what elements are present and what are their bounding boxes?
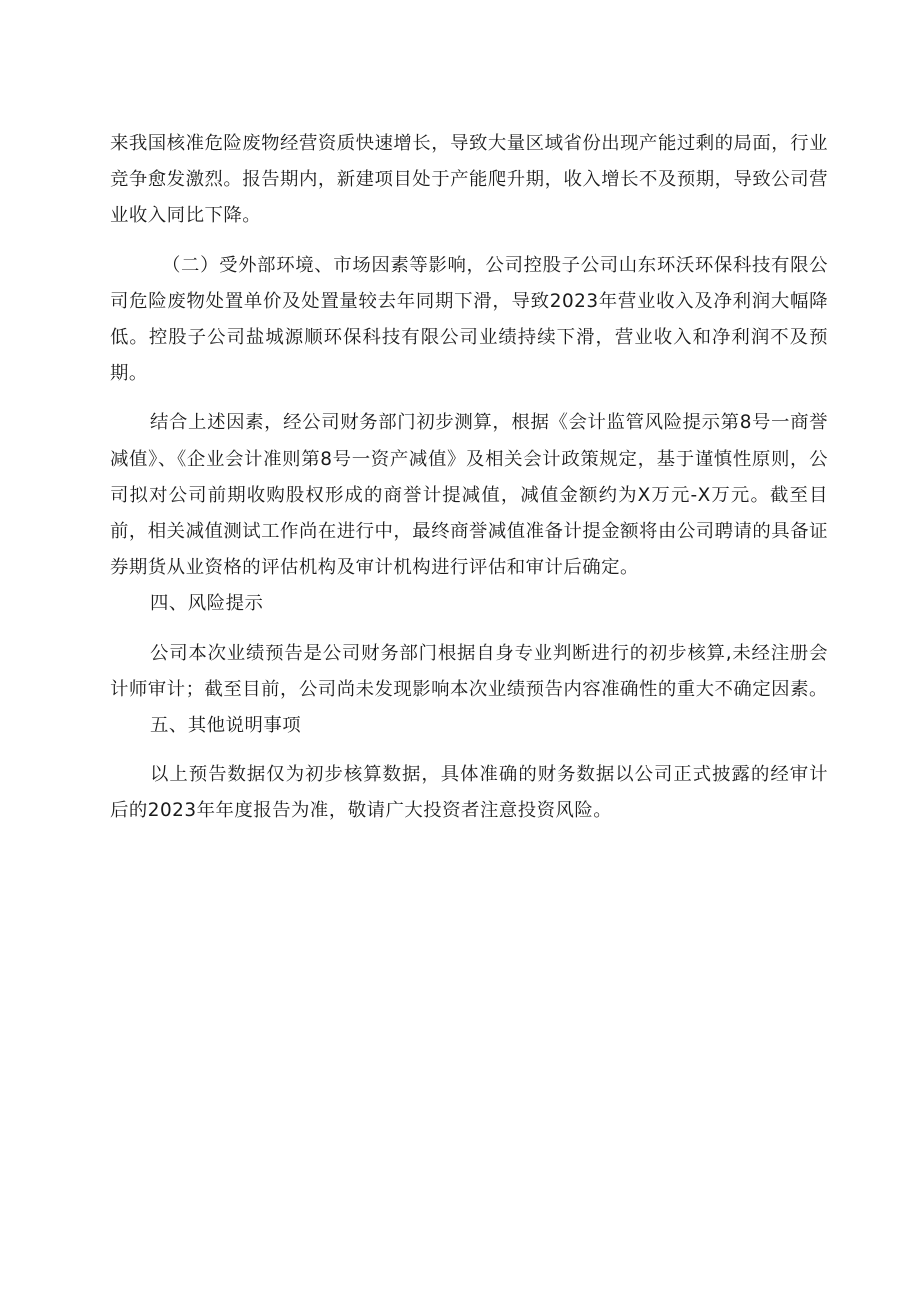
document-page — [110, 126, 828, 830]
paragraph-risk-warning: 公司本次业绩预告是公司财务部门根据自身专业判断进行的初步核算,未经注册会计师审计；截至目前，公司尚未发现影响本次业绩预告内容准确性的重大不确定因素。 — [110, 642, 828, 700]
heading-other-matters: 五、其他说明事项 — [150, 715, 302, 737]
paragraph-goodwill-impairment: 结合上述因素，经公司财务部门初步测算，根据《会计监管风险提示第8号一商誉减值》、《企业会计准则第8号一资产减值》及相关会计政策规定，基于谨慎性原则，公司拟对公司前期收购股权形成的商誉计提减值，减值金额约为X万元-X万元。截至目前，相关减值测试工作尚在进行中，最终商誉减值准备计提金额将由公司聘请的具备证券期货从业资格的评估机构及审计机构进行评估和审计后确定。 — [110, 412, 828, 579]
paragraph-other-matters: 以上预告数据仅为初步核算数据，具体准确的财务数据以公司正式披露的经审计后的2023年年度报告为准，敬请广大投资者注意投资风险。 — [110, 764, 828, 822]
heading-risk-warning: 四、风险提示 — [150, 593, 264, 615]
paragraph-continued: 来我国核准危险废物经营资质快速增长，导致大量区域省份出现产能过剩的局面，行业竞争愈发激烈。报告期内，新建项目处于产能爬升期，收入增长不及预期，导致公司营业收入同比下降。 — [110, 133, 828, 227]
paragraph-section-two: （二）受外部环境、市场因素等影响，公司控股子公司山东环沃环保科技有限公司危险废物处置单价及处置量较去年同期下滑，导致2023年营业收入及净利润大幅降低。控股子公司盐城源顺环保科技有限公司业绩持续下滑，营业收入和净利润不及预期。 — [110, 254, 828, 385]
